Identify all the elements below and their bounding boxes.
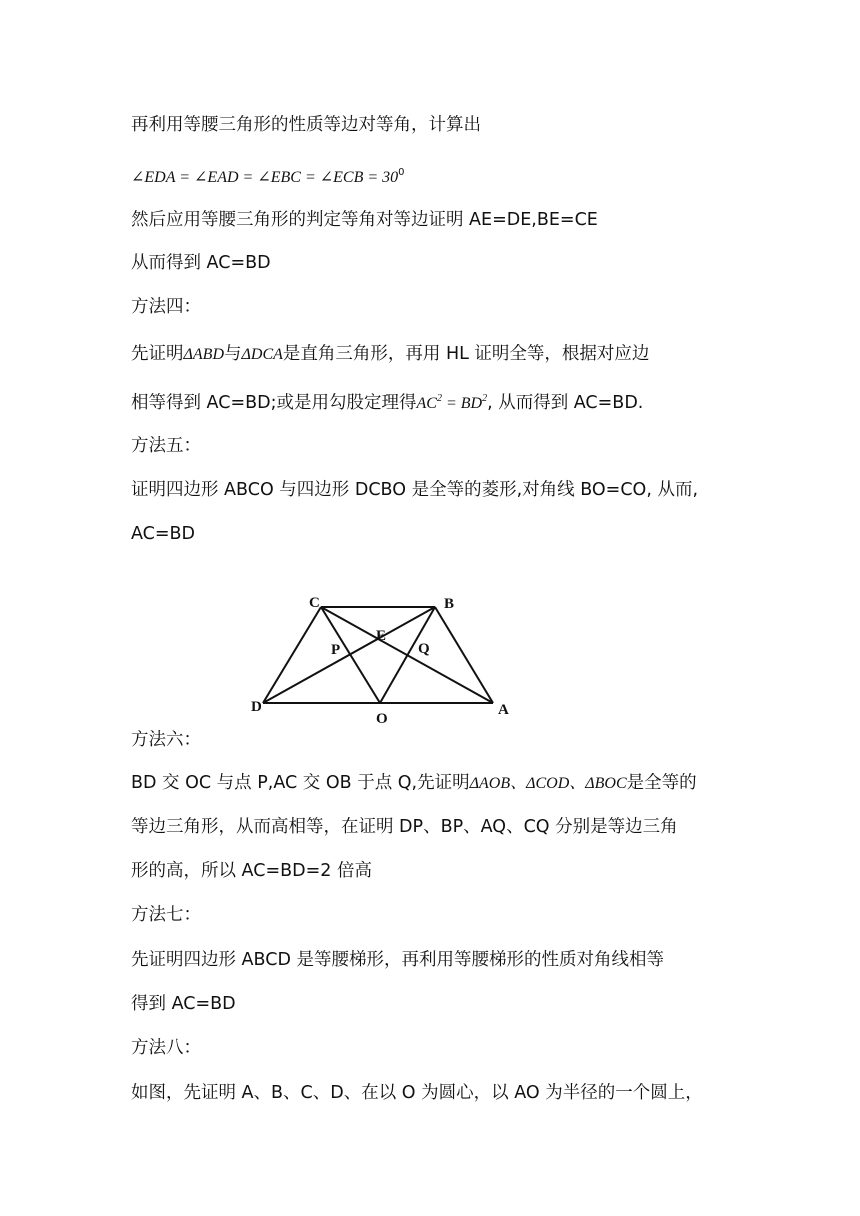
label-d: D [251, 699, 262, 715]
label-e: E [376, 628, 387, 644]
segment-ba [435, 607, 493, 703]
formula-superscript: 0 [398, 167, 405, 178]
math-term: AC [416, 395, 437, 412]
text-line: 从而得到 AC=BD [131, 253, 271, 273]
exponent: 2 [436, 393, 442, 404]
text-segment: 与 [224, 344, 242, 364]
exponent: 2 [482, 393, 488, 404]
formula: ∠EDA = ∠EAD = ∠EBC = ∠ECB = 30 [131, 169, 399, 186]
text-segment: 相等得到 AC=BD;或是用勾股定理得 [131, 393, 417, 413]
section-heading: 方法七： [131, 905, 201, 925]
label-c: C [309, 595, 320, 611]
math-triangle: ΔDCA [241, 346, 283, 363]
text-line [131, 342, 649, 367]
text-segment: 是全等的 [626, 773, 697, 793]
text-segment: , 从而得到 AC=BD. [487, 393, 644, 413]
text-segment: 先证明 [131, 344, 184, 364]
segment-cd [263, 607, 321, 703]
math-triangles: ΔAOB、ΔCOD、ΔBOC [469, 775, 627, 792]
section-heading: 方法四： [131, 297, 201, 317]
text-segment: BD 交 OC 与点 P,AC 交 OB 于点 Q,先证明 [131, 773, 470, 793]
text-line: 形的高，所以 AC=BD=2 倍高 [131, 861, 372, 881]
label-a: A [498, 702, 509, 718]
segment-co [321, 607, 380, 703]
text-line: 得到 AC=BD [131, 994, 236, 1014]
math-term: = BD [441, 395, 483, 412]
text-line: AC=BD [131, 524, 196, 544]
text-line: 等边三角形，从而高相等，在证明 DP、BP、AQ、CQ 分别是等边三角 [131, 817, 678, 837]
text-segment: 是直角三角形，再用 HL 证明全等，根据对应边 [282, 344, 650, 364]
section-heading: 方法五： [131, 436, 201, 456]
label-b: B [444, 596, 455, 612]
geometry-figure [248, 590, 528, 730]
section-heading: 方法六： [131, 730, 201, 750]
section-heading: 方法八： [131, 1038, 201, 1058]
text-line: 如图，先证明 A、B、C、D、在以 O 为圆心，以 AO 为半径的一个圆上， [131, 1083, 703, 1103]
text-line: 再利用等腰三角形的性质等边对等角，计算出 [131, 115, 481, 135]
label-q: Q [418, 641, 430, 657]
label-o: O [376, 711, 388, 727]
text-line: 然后应用等腰三角形的判定等角对等边证明 AE=DE,BE=CE [131, 210, 598, 230]
text-line [131, 771, 697, 796]
text-line [131, 387, 643, 416]
angle-equation [131, 161, 405, 190]
segment-bd [263, 607, 435, 703]
label-p: P [331, 642, 341, 658]
text-line: 先证明四边形 ABCD 是等腰梯形，再利用等腰梯形的性质对角线相等 [131, 950, 664, 970]
math-triangle: ΔABD [183, 346, 224, 363]
text-line: 证明四边形 ABCO 与四边形 DCBO 是全等的菱形,对角线 BO=CO, 从而, [131, 480, 699, 500]
